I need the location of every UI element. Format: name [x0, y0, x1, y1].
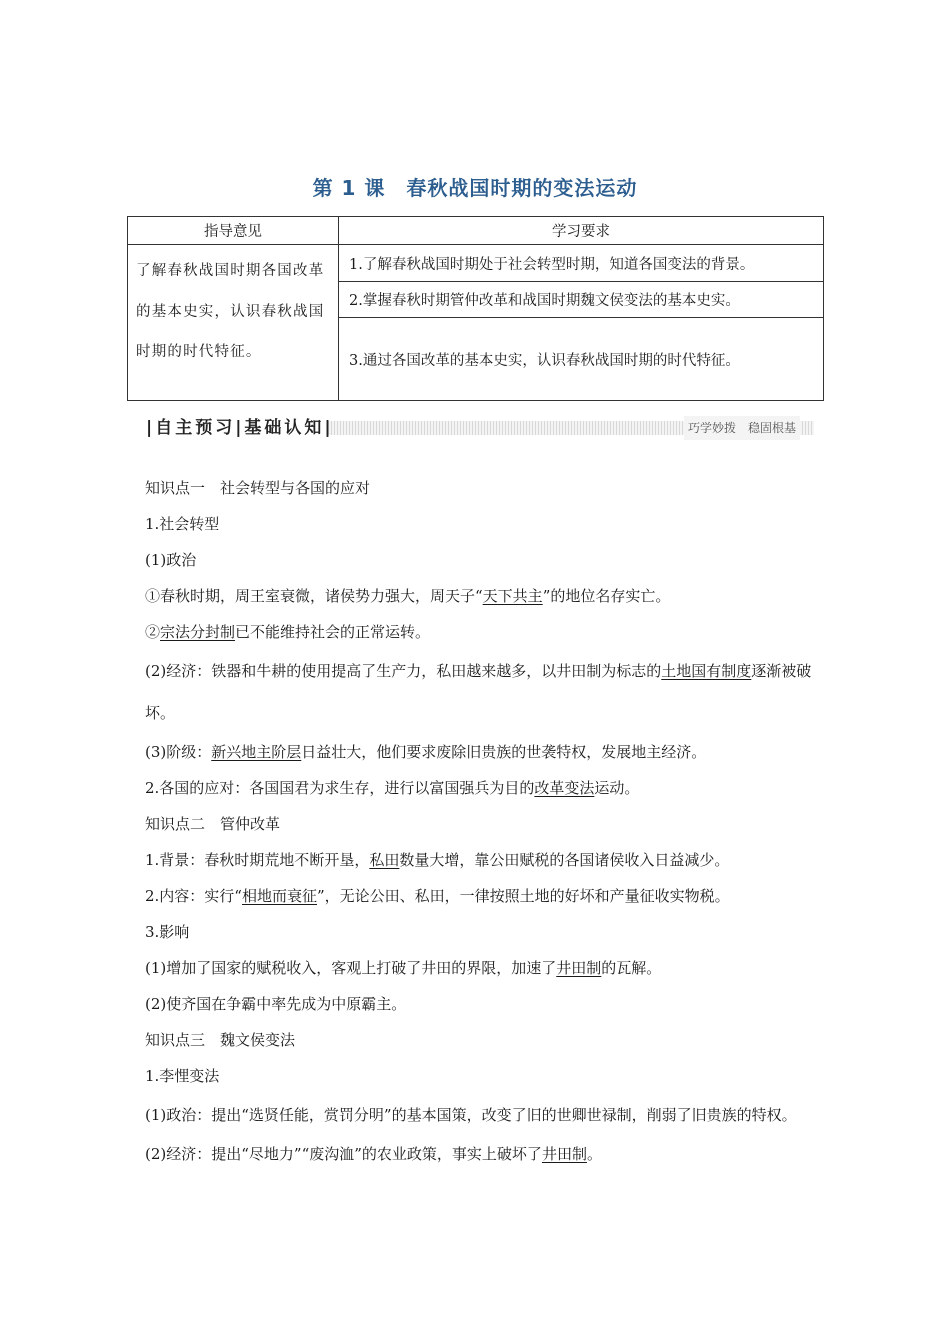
requirement-item: 2.掌握春秋时期管仲改革和战国时期魏文侯变法的基本史实。: [339, 282, 824, 318]
key-term: 井田制: [556, 959, 602, 977]
text: 已不能维持社会的正常运转。: [235, 623, 431, 641]
content-line: [145, 650, 825, 734]
text: 运动。: [594, 779, 640, 797]
section-heading: 1.社会转型: [145, 515, 220, 533]
text: 数量大增，靠公田赋税的各国诸侯收入日益减少。: [399, 851, 730, 869]
text: 1.背景：春秋时期荒地不断开垦，: [145, 851, 370, 869]
guidance-text: 了解春秋战国时期各国改革的基本史实，认识春秋战国时期的时代特征。: [128, 245, 339, 401]
text: 的瓦解。: [601, 959, 662, 977]
table-header-requirements: 学习要求: [339, 217, 824, 245]
text: 日益壮大，他们要求废除旧贵族的世袭特权，发展地主经济。: [301, 743, 707, 761]
text: ②: [145, 623, 161, 641]
text: (1)增加了国家的赋税收入，客观上打破了井田的界限，加速了: [145, 959, 557, 977]
content-line: [145, 842, 825, 878]
content-line: [145, 614, 825, 650]
key-term: 土地国有制度: [661, 662, 752, 680]
content-line: [145, 1136, 825, 1172]
knowledge-point-heading: 知识点三 魏文侯变法: [145, 1031, 296, 1049]
text: ①春秋时期，周王室衰微，诸侯势力强大，周天子“: [145, 587, 483, 605]
requirement-item: 1.了解春秋战国时期处于社会转型时期，知道各国变法的背景。: [339, 245, 824, 282]
key-term: 新兴地主阶层: [211, 743, 302, 761]
banner-subtitle: 巧学妙拨 稳固根基: [684, 416, 800, 440]
text: (2)经济：铁器和牛耕的使用提高了生产力，私田越来越多，以井田制为标志的: [145, 662, 662, 680]
text: ”，无论公田、私田，一律按照土地的好坏和产量征收实物税。: [317, 887, 730, 905]
table-header-guidance: 指导意见: [128, 217, 339, 245]
content-line: (2)使齐国在争霸中率先成为中原霸主。: [145, 995, 407, 1013]
text: (3)阶级：: [145, 743, 212, 761]
key-term: 井田制: [541, 1145, 587, 1163]
text: 2.内容：实行“: [145, 887, 242, 905]
key-term: 宗法分封制: [160, 623, 236, 641]
requirements-table: [127, 216, 824, 401]
text: 2.各国的应对：各国国君为求生存，进行以富国强兵为目的: [145, 779, 535, 797]
banner-title: |自主预习|基础认知|: [146, 418, 334, 438]
subsection-heading: (1)政治: [145, 551, 197, 569]
page-title: 第 1 课 春秋战国时期的变法运动: [312, 176, 638, 200]
table-header-row: [128, 217, 824, 245]
key-term: 天下共主: [482, 587, 543, 605]
content-line: [145, 950, 825, 986]
content-line: (1)政治：提出“选贤任能，赏罚分明”的基本国策，改变了旧的世卿世禄制，削弱了旧贵族的特权。: [145, 1106, 797, 1124]
content-body: [145, 470, 825, 1172]
content-line: [145, 878, 825, 914]
section-banner: [146, 416, 816, 440]
section-heading: 1.李悝变法: [145, 1067, 220, 1085]
table-row: [128, 245, 824, 282]
section-heading: 3.影响: [145, 923, 190, 941]
text: ”的地位名存实亡。: [542, 587, 671, 605]
key-term: 私田: [369, 851, 400, 869]
content-line: [145, 578, 825, 614]
text: (2)经济：提出“尽地力”“废沟洫”的农业政策，事实上破坏了: [145, 1145, 542, 1163]
content-line: [145, 734, 825, 770]
key-term: 改革变法: [534, 779, 595, 797]
text: 。: [586, 1145, 602, 1163]
text: 逐渐被破坏。: [145, 662, 812, 722]
knowledge-point-heading: 知识点二 管仲改革: [145, 815, 281, 833]
content-line: [145, 770, 825, 806]
requirement-item: 3.通过各国改革的基本史实，认识春秋战国时期的时代特征。: [339, 318, 824, 401]
key-term: 相地而衰征: [241, 887, 317, 905]
knowledge-point-heading: 知识点一 社会转型与各国的应对: [145, 479, 371, 497]
